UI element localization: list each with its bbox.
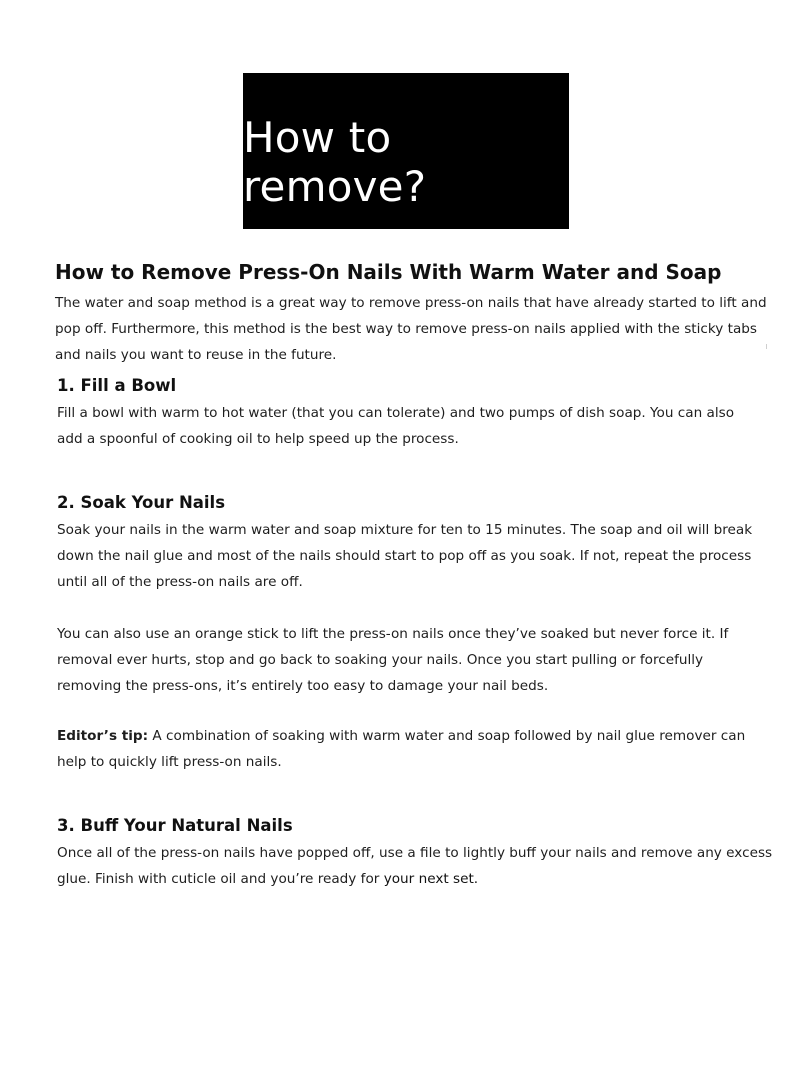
section-heading-buff-nails: 3. Buff Your Natural Nails [57, 816, 293, 835]
soak-nails-paragraph-1: Soak your nails in the warm water and soap mixture for ten to 15 minutes. The soap and oil will break down the nail glue and most of the nails should start to pop off as you soak. If not, repeat the process until all of the press-on nails are off. [57, 522, 753, 590]
banner-title: How to remove? [243, 113, 427, 211]
next-set-link[interactable]: your next set. [383, 870, 479, 887]
buff-nails-paragraph [57, 841, 782, 893]
buff-nails-text: Once all of the press-on nails have popped off, use a file to lightly buff your nails and remove any excess glue. Finish with cuticle oil and you’re ready for [57, 845, 773, 887]
fill-bowl-paragraph: Fill a bowl with warm to hot water (that you can tolerate) and two pumps of dish soap. You can also add a spoonful of cooking oil to help speed up the process. [57, 405, 735, 447]
intro-paragraph: The water and soap method is a great way to remove press-on nails that have already started to lift and pop off. Furthermore, this method is the best way to remove press-on nails applied with the sticky tabs and nails you want to reuse in the future. [55, 295, 767, 363]
editors-tip-paragraph [57, 724, 762, 776]
article-title: How to Remove Press-On Nails With Warm Water and Soap [55, 260, 722, 284]
soak-nails-paragraph-2: You can also use an orange stick to lift the press-on nails once they’ve soaked but never force it. If removal ever hurts, stop and go back to soaking your nails. Once you start pulling or forcefully removing the press-ons, it’s entirely too easy to damage your nail beds. [57, 626, 729, 694]
section-heading-soak-nails: 2. Soak Your Nails [57, 493, 226, 512]
faint-mark [766, 344, 767, 349]
section-heading-fill-bowl: 1. Fill a Bowl [57, 376, 177, 395]
editors-tip-label: Editor’s tip: [57, 728, 149, 744]
how-to-remove-banner [243, 73, 569, 229]
editors-tip-text: A combination of soaking with warm water and soap followed by nail glue remover can help to quickly lift press-on nails. [57, 728, 746, 770]
